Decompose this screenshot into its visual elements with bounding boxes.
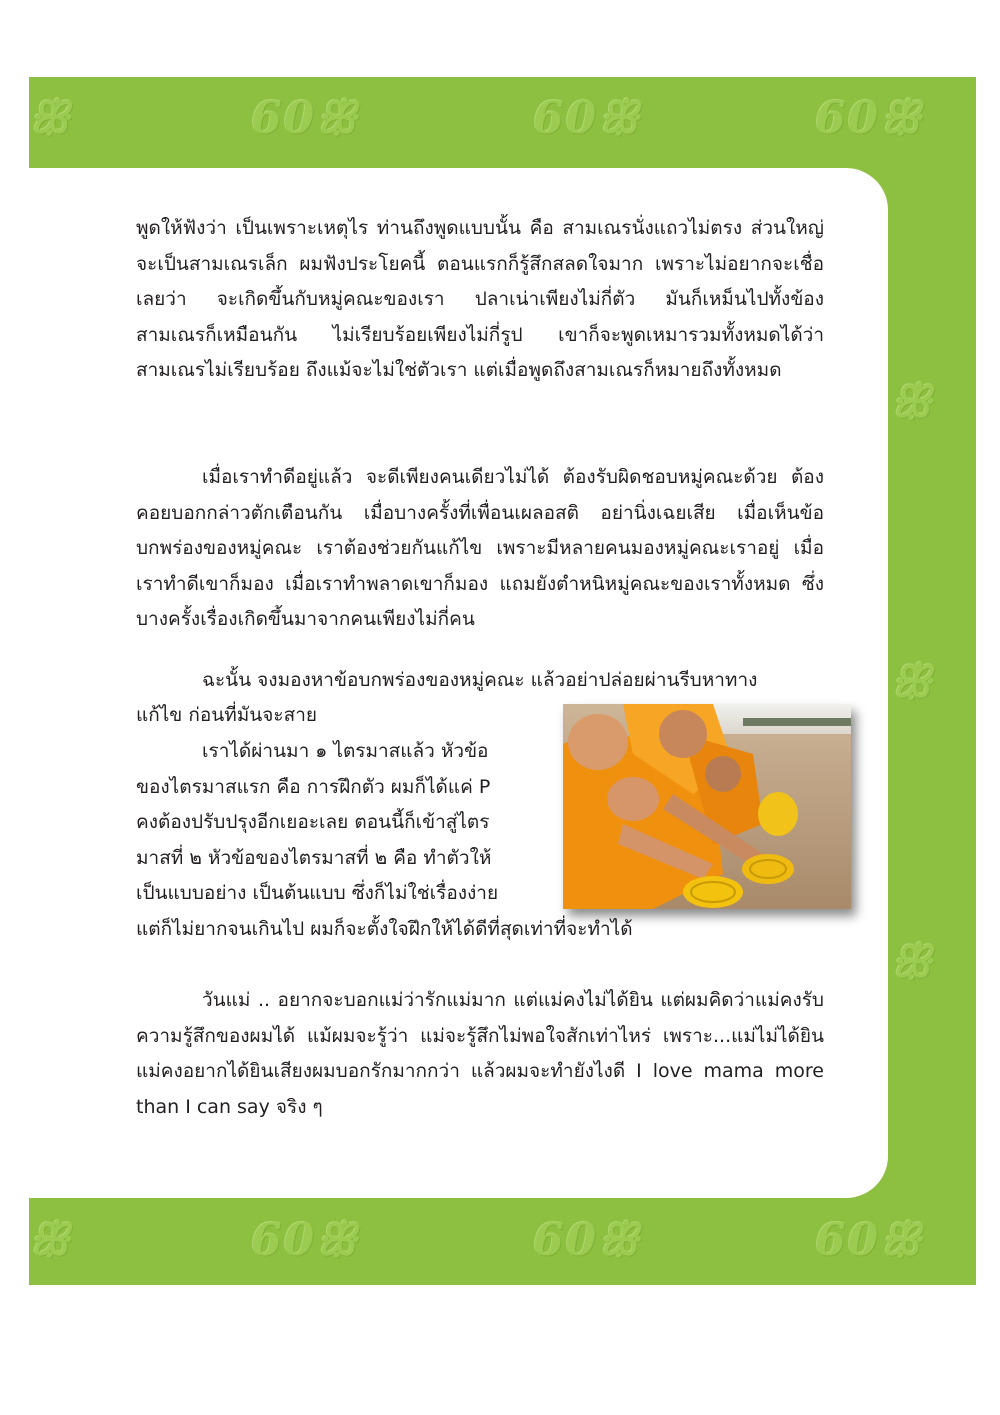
watermark-60-logo: 60ꕥ [251, 93, 360, 144]
paragraph-4-line: มาสที่ ๒ หัวข้อของไตรมาสที่ ๒ คือ ทำตัวให้ [136, 847, 492, 869]
watermark-60-logo: 60ꕥ [815, 93, 924, 144]
monks-photo [563, 704, 851, 909]
watermark-60-logo: ꕥ [891, 937, 934, 988]
watermark-60-logo: 60ꕥ [533, 93, 642, 144]
watermark-60-logo: ꕥ [891, 657, 934, 708]
watermark-60-logo: ꕥ [29, 93, 72, 144]
paragraph-4-line: คงต้องปรับปรุงอีกเยอะเลย ตอนนี้ก็เข้าสู่ไตร [136, 811, 490, 833]
monks-illustration [563, 704, 851, 909]
paragraph-5-end: จริง ๆ [275, 1095, 323, 1118]
watermark-60-logo: ꕥ [891, 377, 934, 428]
paragraph-4-line: เราได้ผ่านมา ๑ ไตรมาสแล้ว หัวข้อ [202, 740, 489, 762]
watermark-60-logo: ꕥ [29, 1215, 72, 1266]
watermark-60-logo: 60ꕥ [533, 1215, 642, 1266]
paragraph-4-line: ของไตรมาสแรก คือ การฝึกตัว ผมก็ได้แค่ P [136, 776, 491, 798]
paragraph-2: เมื่อเราทำดีอยู่แล้ว จะดีเพียงคนเดียวไม่ได้ ต้องรับผิดชอบหมู่คณะด้วย ต้องคอยบอกกล่าวตักเตือนกัน เมื่อบางครั้งที่เพื่อนเผลอสติ อย่านิ่งเฉยเสีย เมื่อเห็นข้อบกพร่องของหมู่คณะ เราต้องช่วยกันแก้ไข เพราะมีหลายคนมองหมู่คณะเราอยู่ เมื่อเราทำดีเขาก็มอง เมื่อเราทำพลาดเขาก็มอง แถมยังตำหนิหมู่คณะของเราทั้งหมด ซึ่งบางครั้งเรื่องเกิดขึ้นมาจากคนเพียงไม่กี่คน [136, 466, 824, 630]
paragraph-5 [136, 983, 824, 1125]
paragraph-4-line: เป็นแบบอย่าง เป็นต้นแบบ ซึ่งก็ไม่ใช่เรื่องง่าย [136, 882, 499, 904]
watermark-60-logo: 60ꕥ [251, 1215, 360, 1266]
paragraph-3-line-2: แก้ไข ก่อนที่มันจะสาย [136, 704, 318, 726]
paragraph-4-last-line: แต่ก็ไม่ยากจนเกินไป ผมก็จะตั้งใจฝึกให้ได้ดีที่สุดเท่าที่จะทำได้ [136, 918, 633, 940]
paragraph-3-line-1: ฉะนั้น จงมองหาข้อบกพร่องของหมู่คณะ แล้วอย่าปล่อยผ่านรีบหาทาง [202, 669, 758, 691]
paragraph-5-thai: วันแม่ .. อยากจะบอกแม่ว่ารักแม่มาก แต่แม่คงไม่ได้ยิน แต่ผมคิดว่าแม่คงรับความรู้สึกของผมได้ แม้ผมจะรู้ว่า แม่จะรู้สึกไม่พอใจสักเท่าไหร่ เพราะ...แม่ไม่ได้ยิน แม่คงอยากได้ยินเสียงผมบอกรักมากกว่า แล้วผมจะทำยังไงดี [136, 989, 824, 1082]
paragraph-1: พูดให้ฟังว่า เป็นเพราะเหตุไร ท่านถึงพูดแบบนั้น คือ สามเณรนั่งแถวไม่ตรง ส่วนใหญ่จะเป็นสามเณรเล็ก ผมฟังประโยคนี้ ตอนแรกก็รู้สึกสลดใจมาก เพราะไม่อยากจะเชื่อเลยว่า จะเกิดขึ้นกับหมู่คณะของเรา ปลาเน่าเพียงไม่กี่ตัว มันก็เหม็นไปทั้งข้อง สามเณรก็เหมือนกัน ไม่เรียบร้อยเพียงไม่กี่รูป เขาก็จะพูดเหมารวมทั้งหมดได้ว่า สามเณรไม่เรียบร้อย ถึงแม้จะไม่ใช่ตัวเรา แต่เมื่อพูดถึงสามเณรก็หมายถึงทั้งหมด [136, 217, 824, 381]
watermark-60-logo: 60ꕥ [815, 1215, 924, 1266]
paragraph-5-english: I love mama more than I can say [136, 1060, 824, 1118]
